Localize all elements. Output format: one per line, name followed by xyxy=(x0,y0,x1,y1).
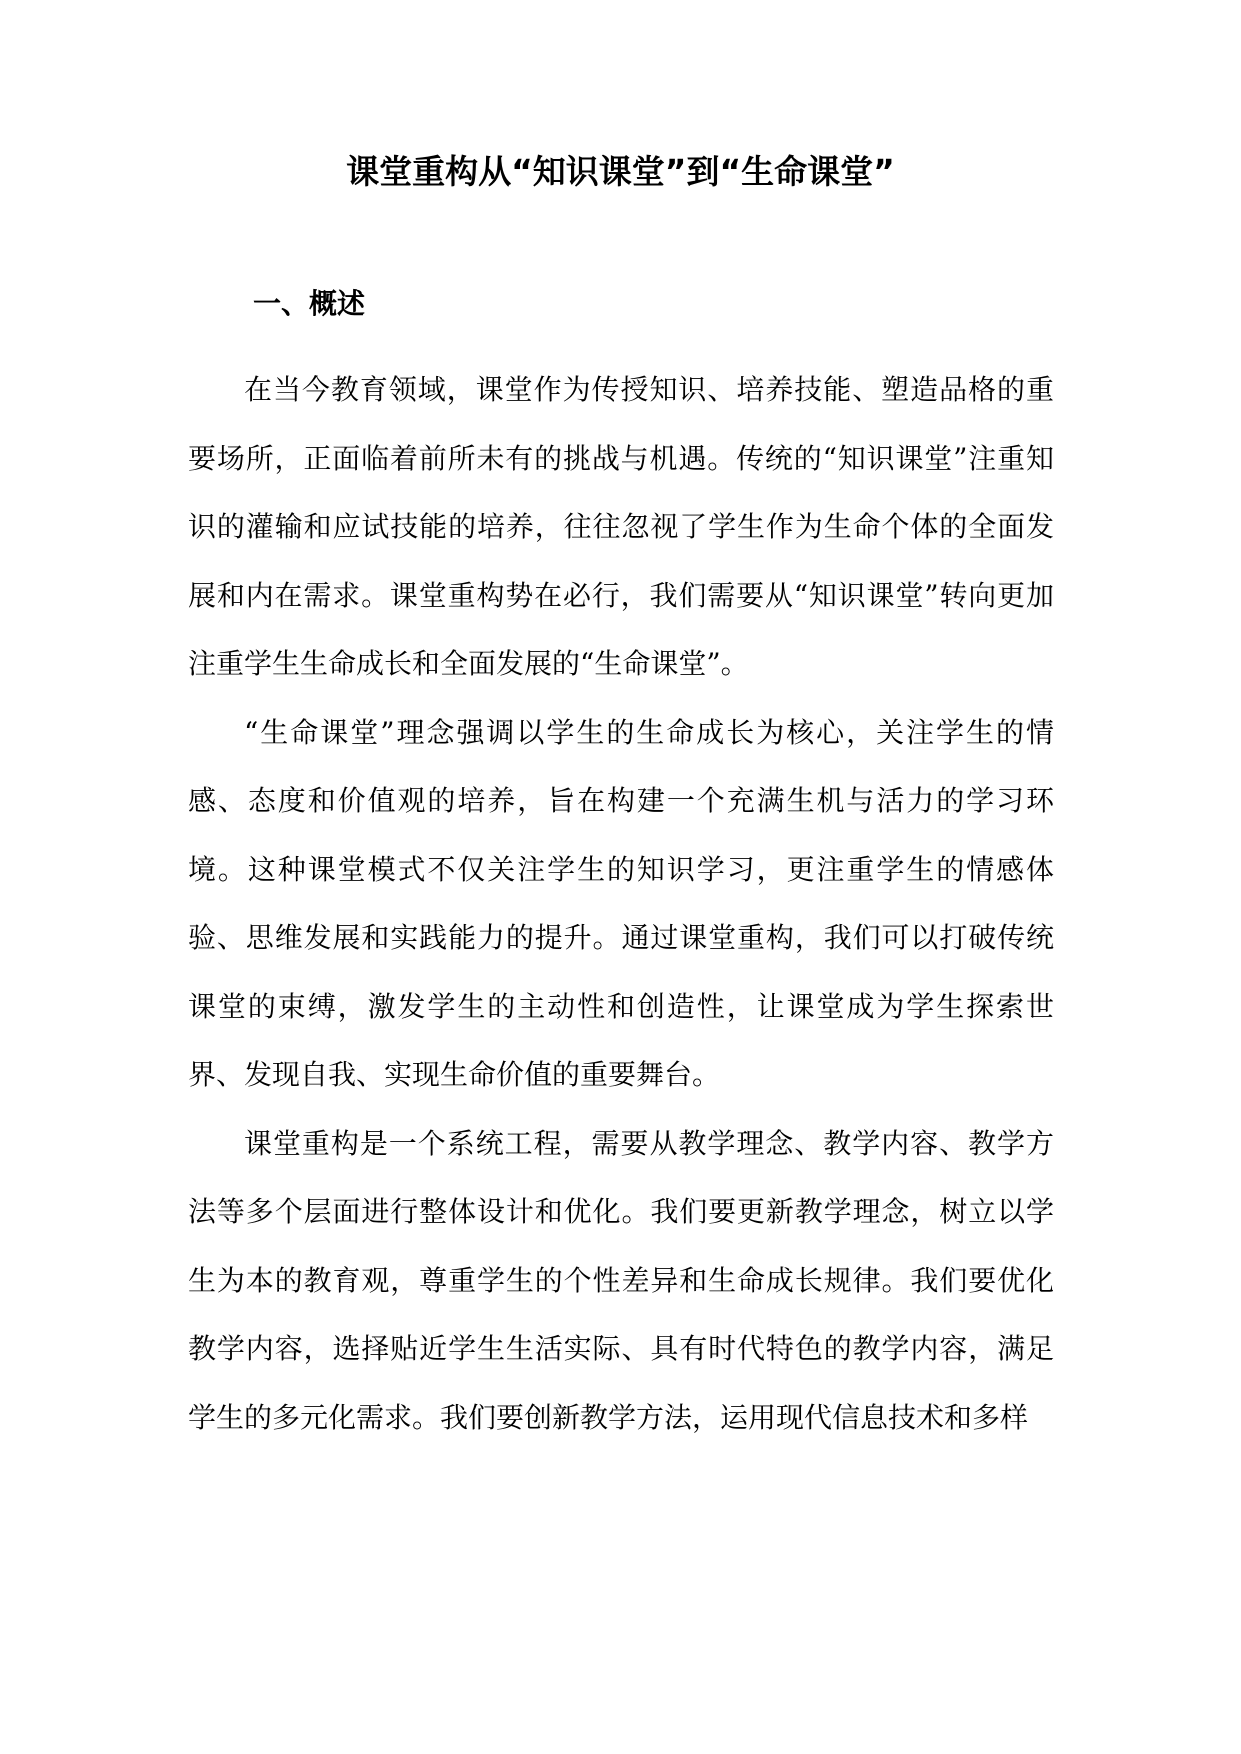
paragraph-3: 课堂重构是一个系统工程，需要从教学理念、教学内容、教学方法等多个层面进行整体设计和优化。我们要更新教学理念，树立以学生为本的教育观，尊重学生的个性差异和生命成长规律。我们要优化教学内容，选择贴近学生生活实际、具有时代特色的教学内容，满足学生的多元化需求。我们要创新教学方法，运用现代信息技术和多样 xyxy=(188,1126,1054,1434)
section-body xyxy=(188,356,1054,1452)
paragraph-2: “生命课堂”理念强调以学生的生命成长为核心，关注学生的情感、态度和价值观的培养，旨在构建一个充满生机与活力的学习环境。这种课堂模式不仅关注学生的知识学习，更注重学生的情感体验、思维发展和实践能力的提升。通过课堂重构，我们可以打破传统课堂的束缚，激发学生的主动性和创造性，让课堂成为学生探索世界、发现自我、实现生命价值的重要舞台。 xyxy=(188,715,1054,1091)
section-heading: 一、概述 xyxy=(253,287,366,320)
paragraph-1: 在当今教育领域，课堂作为传授知识、培养技能、塑造品格的重要场所，正面临着前所未有的挑战与机遇。传统的“知识课堂”注重知识的灌输和应试技能的培养，往往忽视了学生作为生命个体的全面发展和内在需求。课堂重构势在必行，我们需要从“知识课堂”转向更加注重学生生命成长和全面发展的“生命课堂”。 xyxy=(188,373,1054,680)
document-title: 课堂重构从“知识课堂”到“生命课堂” xyxy=(346,152,895,191)
